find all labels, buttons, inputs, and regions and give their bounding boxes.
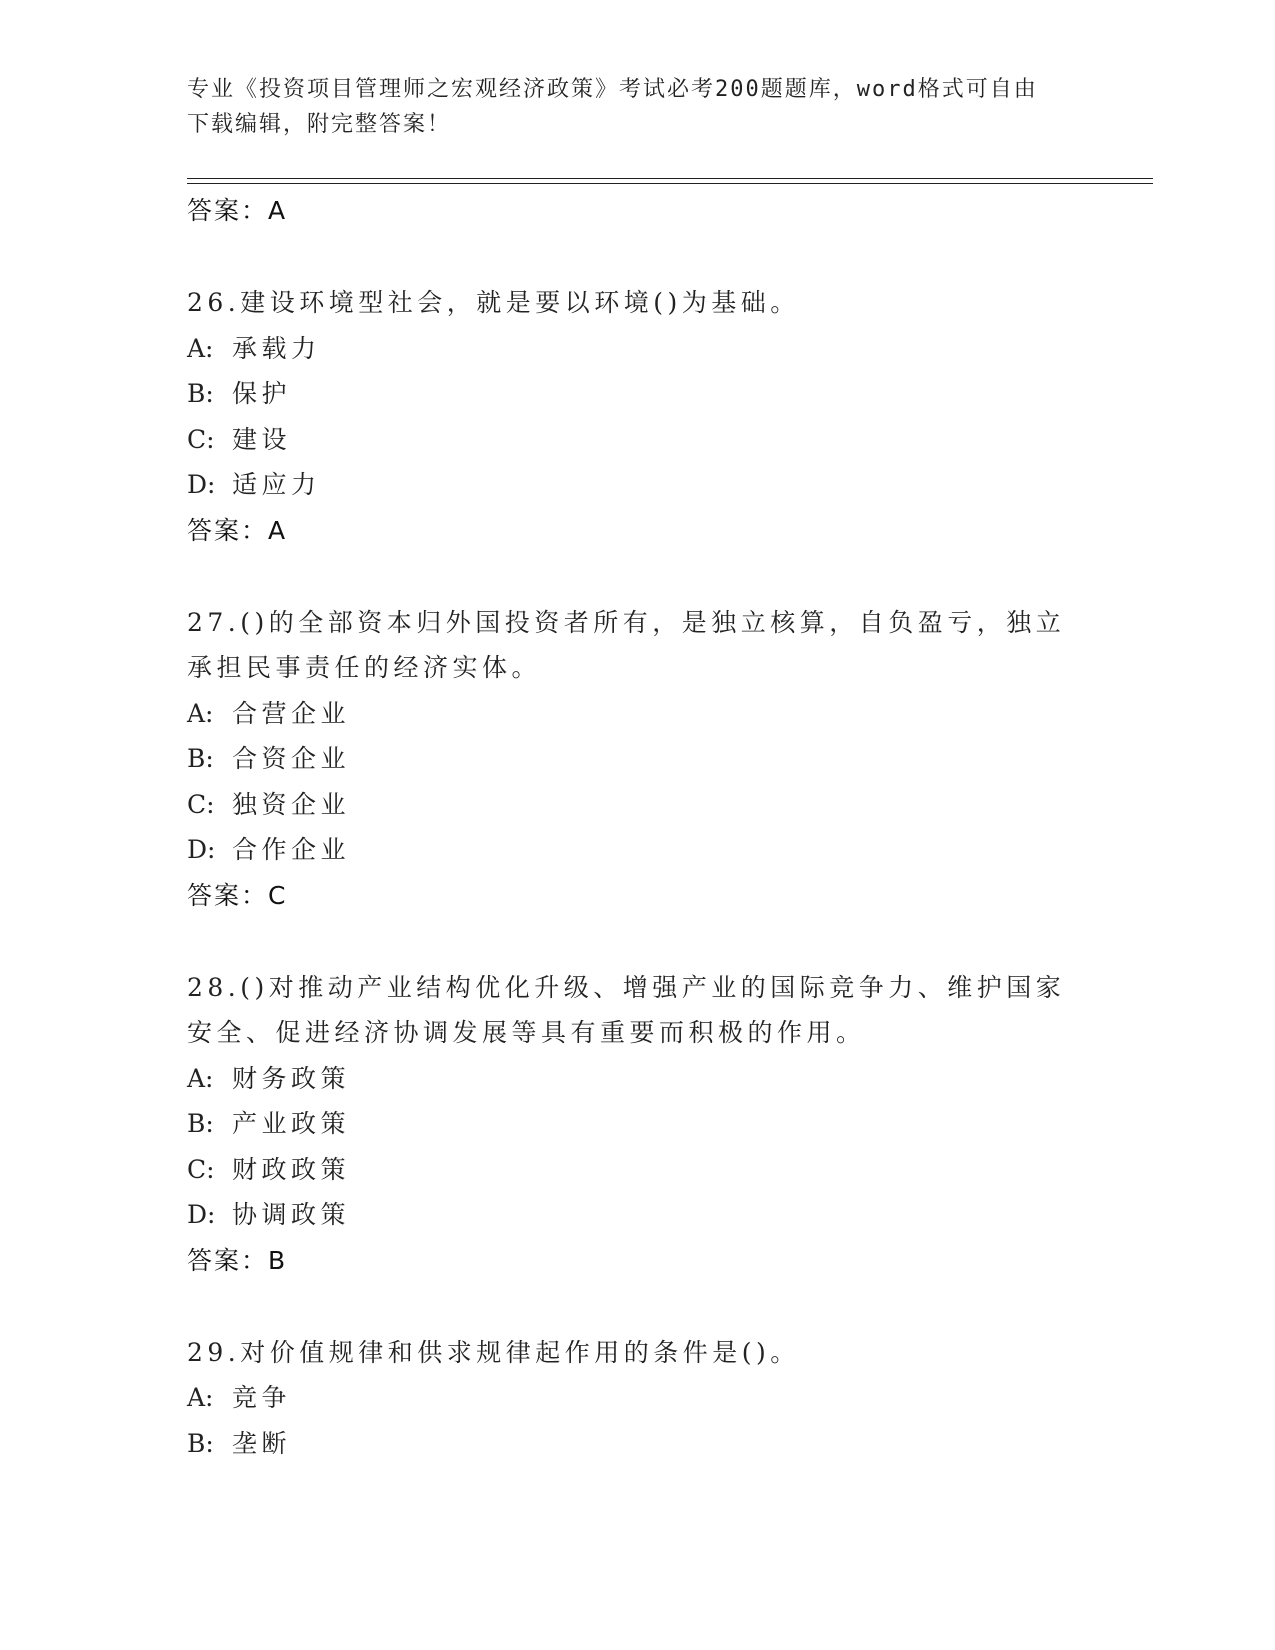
question-stem: 29.对价值规律和供求规律起作用的条件是()。 — [187, 1337, 800, 1367]
answer-label: 答案： — [187, 196, 269, 225]
option-text: 产业政策 — [232, 1109, 351, 1138]
header-divider-top — [187, 178, 1153, 179]
option-c — [187, 782, 1087, 828]
option-letter: C: — [187, 789, 215, 819]
option-b — [187, 1421, 1087, 1467]
option-b — [187, 371, 1087, 417]
option-a — [187, 1375, 1087, 1421]
option-b — [187, 736, 1087, 782]
option-text: 竞争 — [232, 1383, 292, 1412]
answer-line — [187, 188, 1087, 234]
answer-label: 答案： — [187, 880, 269, 910]
question-stem: 28.()对推动产业结构优化升级、增强产业的国际竞争力、维护国家安全、促进经济协调发展等具有重要而积极的作用。 — [187, 972, 1066, 1047]
option-letter: D: — [187, 1200, 216, 1229]
question-list — [187, 188, 1087, 1466]
option-c — [187, 417, 1087, 463]
option-a — [187, 691, 1087, 737]
question-item — [187, 600, 1087, 919]
option-d — [187, 1192, 1087, 1238]
answer-value: B — [268, 1245, 287, 1275]
question-stem: 26.建设环境型社会，就是要以环境()为基础。 — [187, 288, 800, 317]
option-b — [187, 1101, 1087, 1147]
answer-label: 答案： — [187, 1245, 269, 1275]
option-letter: B: — [187, 1109, 214, 1138]
header-divider-bottom — [187, 183, 1153, 184]
answer-value: C — [268, 880, 287, 910]
answer-label: 答案： — [187, 515, 269, 545]
option-text: 独资企业 — [232, 789, 351, 819]
option-letter: D: — [187, 470, 216, 499]
answer-line — [187, 508, 1087, 554]
option-text: 适应力 — [232, 470, 321, 499]
option-text: 垄断 — [232, 1428, 292, 1458]
answer-value: A — [268, 515, 287, 545]
option-text: 建设 — [232, 424, 292, 454]
header-line-2: 下载编辑，附完整答案！ — [187, 112, 452, 137]
option-a — [187, 326, 1087, 372]
document-header — [187, 72, 1067, 142]
option-text: 合资企业 — [232, 744, 351, 773]
option-text: 财务政策 — [232, 1063, 351, 1093]
option-letter: A: — [187, 1383, 214, 1412]
question-item — [187, 280, 1087, 554]
option-letter: D: — [187, 835, 216, 864]
option-letter: C: — [187, 1154, 215, 1184]
option-text: 财政政策 — [232, 1154, 351, 1184]
option-letter: A: — [187, 333, 214, 363]
answer-value: A — [268, 196, 287, 225]
option-letter: C: — [187, 424, 215, 454]
option-letter: A: — [187, 698, 214, 728]
option-letter: A: — [187, 1063, 214, 1093]
option-letter: B: — [187, 1428, 214, 1458]
option-text: 合作企业 — [232, 835, 351, 864]
option-text: 合营企业 — [232, 698, 351, 728]
option-letter: B: — [187, 379, 214, 408]
option-text: 协调政策 — [232, 1200, 351, 1229]
option-text: 承载力 — [232, 333, 321, 363]
option-text: 保护 — [232, 379, 292, 408]
option-letter: B: — [187, 744, 214, 773]
answer-line — [187, 873, 1087, 919]
header-line-1: 专业《投资项目管理师之宏观经济政策》考试必考200题题库，word格式可自由 — [187, 77, 1038, 102]
answer-line — [187, 1238, 1087, 1284]
question-stem: 27.()的全部资本归外国投资者所有，是独立核算，自负盈亏，独立承担民事责任的经济实体。 — [187, 607, 1066, 682]
option-d — [187, 827, 1087, 873]
option-c — [187, 1147, 1087, 1193]
option-a — [187, 1056, 1087, 1102]
question-item — [187, 965, 1087, 1284]
option-d — [187, 462, 1087, 508]
question-item — [187, 1330, 1087, 1467]
